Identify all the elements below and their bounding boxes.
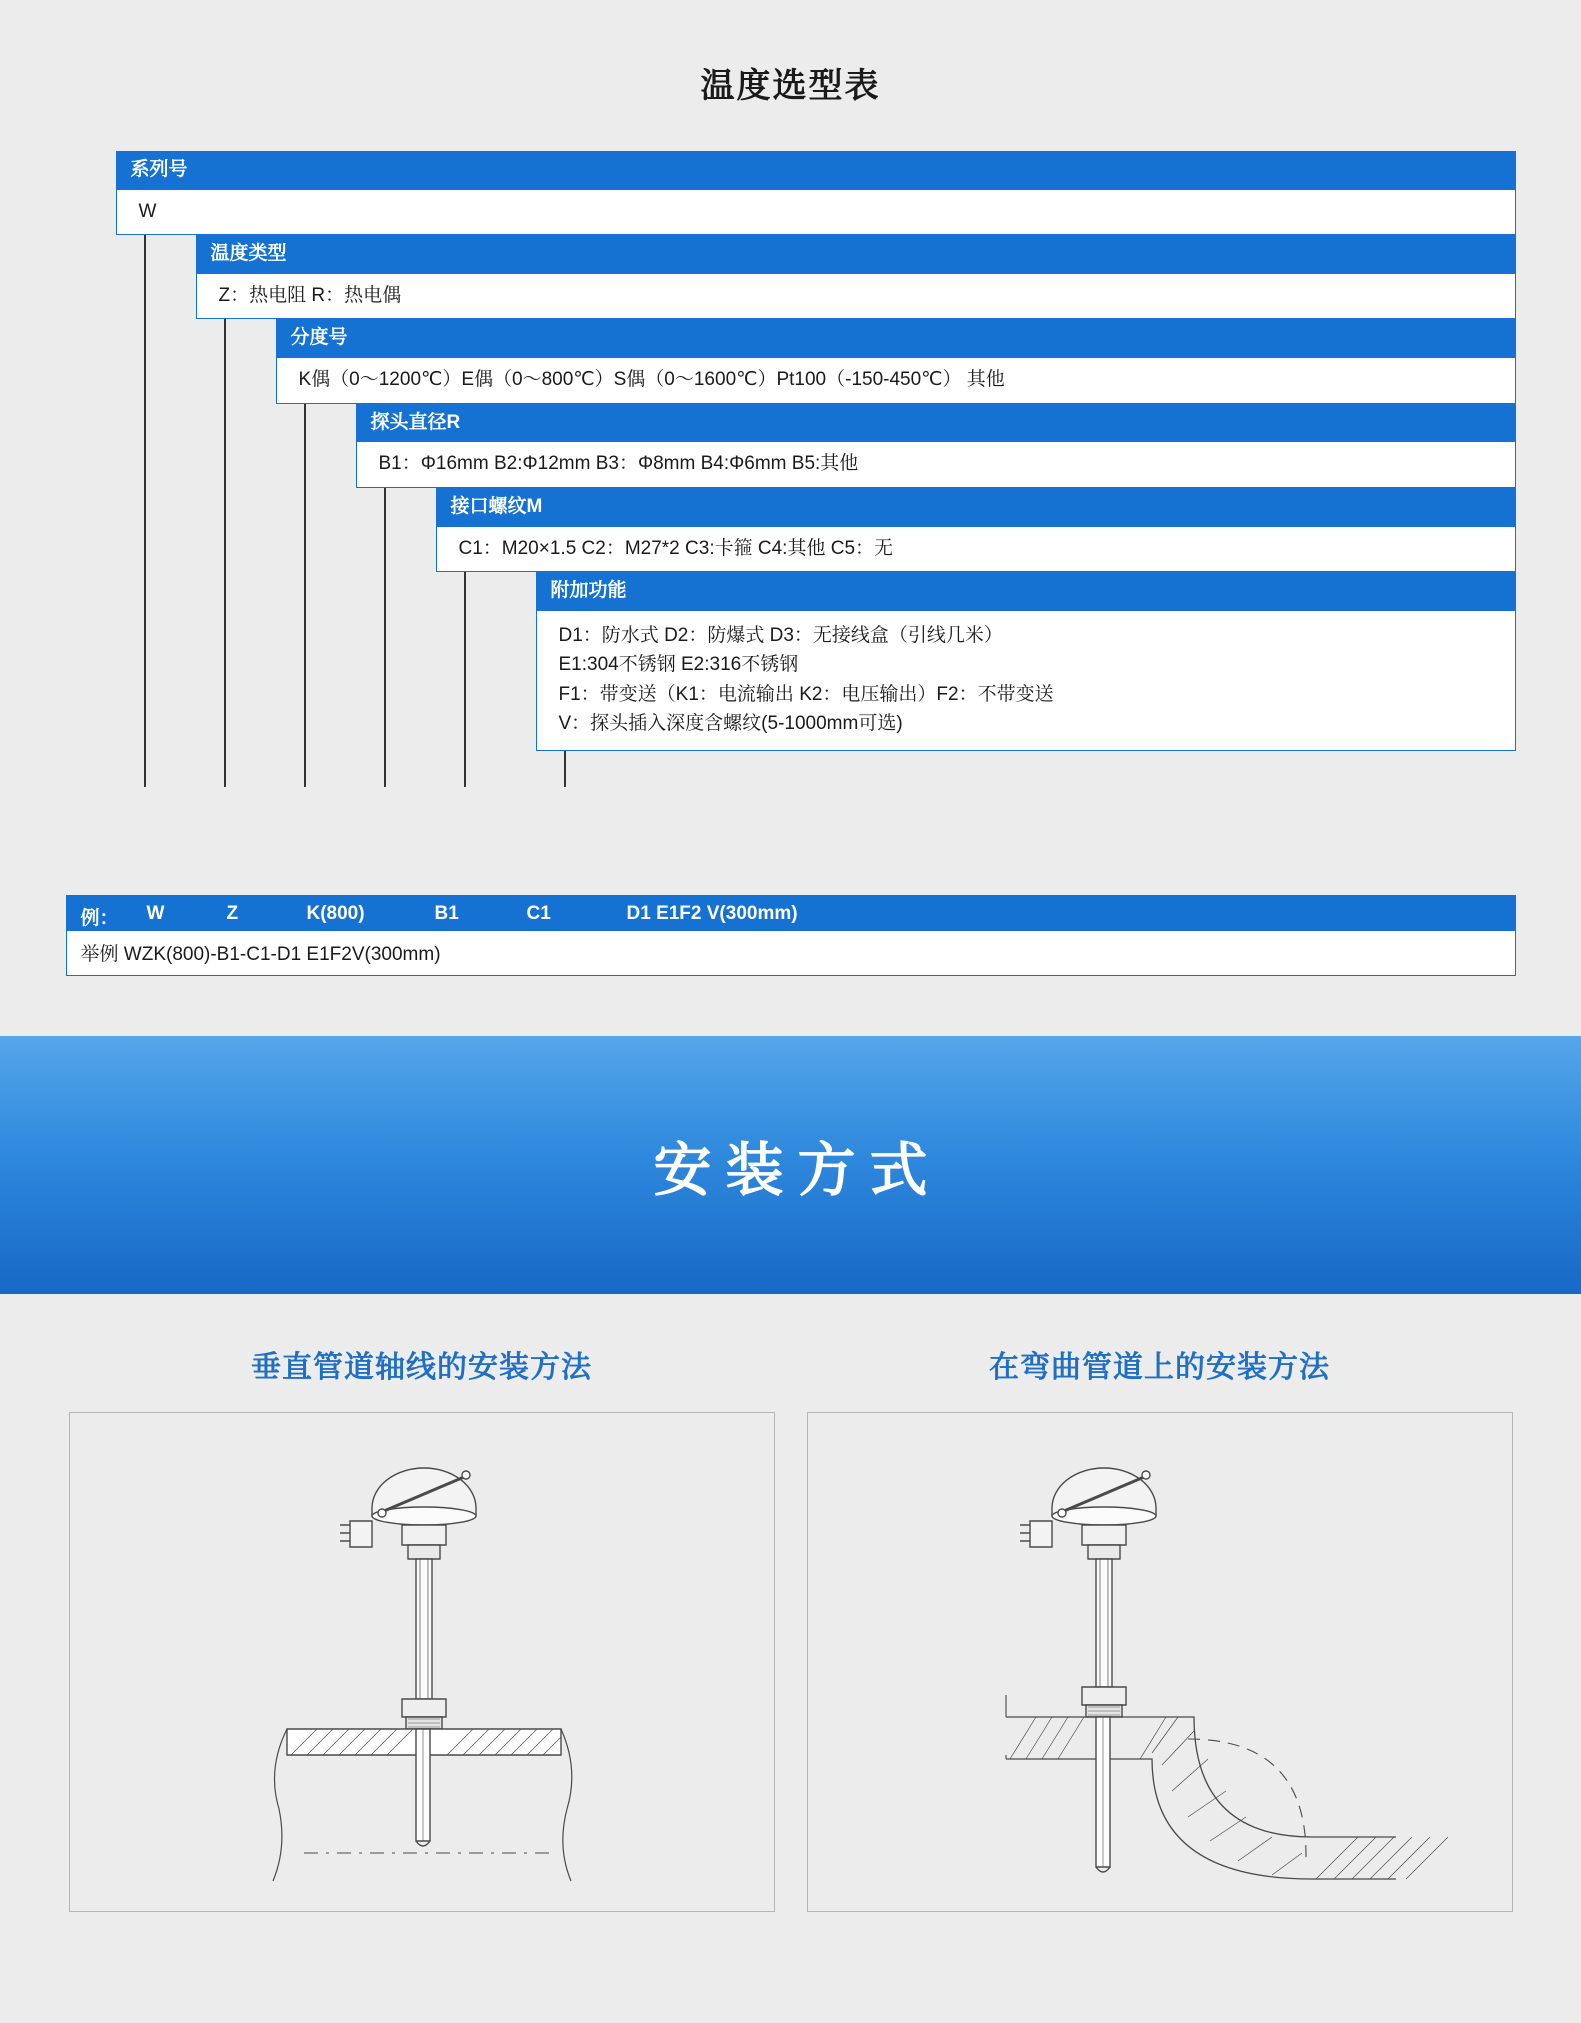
page-title: 温度选型表 [700, 67, 881, 105]
row-header: 分度号 [276, 319, 1516, 358]
table-row [536, 572, 1516, 752]
install-item-title: 在弯曲管道上的安装方法 [989, 1351, 1330, 1385]
example-full-code: 举例 WZK(800)-B1-C1-D1 E1F2V(300mm) [66, 931, 1516, 976]
example-codes [66, 895, 1516, 931]
connector-line-4 [384, 455, 386, 787]
row-value: K偶（0～1200℃）E偶（0～800℃）S偶（0～1600℃）Pt100（-150-450℃） 其他 [276, 358, 1516, 403]
example-label: 例： [80, 908, 119, 930]
install-banner [0, 1036, 1581, 1294]
row-header: 接口螺纹M [436, 488, 1516, 527]
table-row [356, 404, 1516, 488]
row-value-group [536, 611, 1516, 752]
row-value: Z：热电阻 R：热电偶 [196, 274, 1516, 319]
example-code-3: K(800) [306, 903, 365, 925]
row-value: B1：Φ16mm B2:Φ12mm B3：Φ8mm B4:Φ6mm B5:其他 [356, 442, 1516, 487]
row-value: W [116, 190, 1516, 235]
install-item [807, 1342, 1513, 1912]
install-figure-box [69, 1412, 775, 1912]
install-section [0, 1294, 1581, 1952]
row-value-line: E1:304不锈钢 E2:316不锈钢 [558, 654, 799, 676]
table-row [436, 488, 1516, 572]
install-item [69, 1342, 775, 1912]
example-code-1: W [146, 903, 165, 925]
table-row [116, 151, 1516, 235]
table-row [276, 319, 1516, 403]
example-code-6: D1 E1F2 V(300mm) [626, 903, 798, 925]
row-value: C1：M20×1.5 C2：M27*2 C3:卡箍 C4:其他 C5：无 [436, 527, 1516, 572]
thermocouple-vertical-pipe-diagram [72, 1413, 772, 1911]
row-header: 探头直径R [356, 404, 1516, 443]
connector-line-2 [224, 291, 226, 787]
connector-line-3 [304, 373, 306, 787]
install-figure-box [807, 1412, 1513, 1912]
row-value-line: D1：防水式 D2：防爆式 D3：无接线盒（引线几米） [558, 624, 1003, 646]
connector-line-1 [144, 207, 146, 787]
example-code-4: B1 [434, 903, 459, 925]
example-row [66, 895, 1516, 976]
banner-title: 安装方式 [653, 1138, 942, 1204]
install-item-title: 垂直管道轴线的安装方法 [251, 1351, 592, 1385]
example-code-5: C1 [526, 903, 551, 925]
row-value-line: F1：带变送（K1：电流输出 K2：电压输出）F2：不带变送 [558, 683, 1054, 705]
row-header: 温度类型 [196, 235, 1516, 274]
example-code-2: Z [226, 903, 239, 925]
row-header: 系列号 [116, 151, 1516, 190]
connector-line-5 [464, 537, 466, 787]
selection-table [66, 151, 1516, 976]
row-value-line: V：探头插入深度含螺纹(5-1000mm可选) [558, 713, 903, 734]
thermocouple-elbow-pipe-diagram [810, 1413, 1510, 1911]
row-header: 附加功能 [536, 572, 1516, 611]
table-row [196, 235, 1516, 319]
